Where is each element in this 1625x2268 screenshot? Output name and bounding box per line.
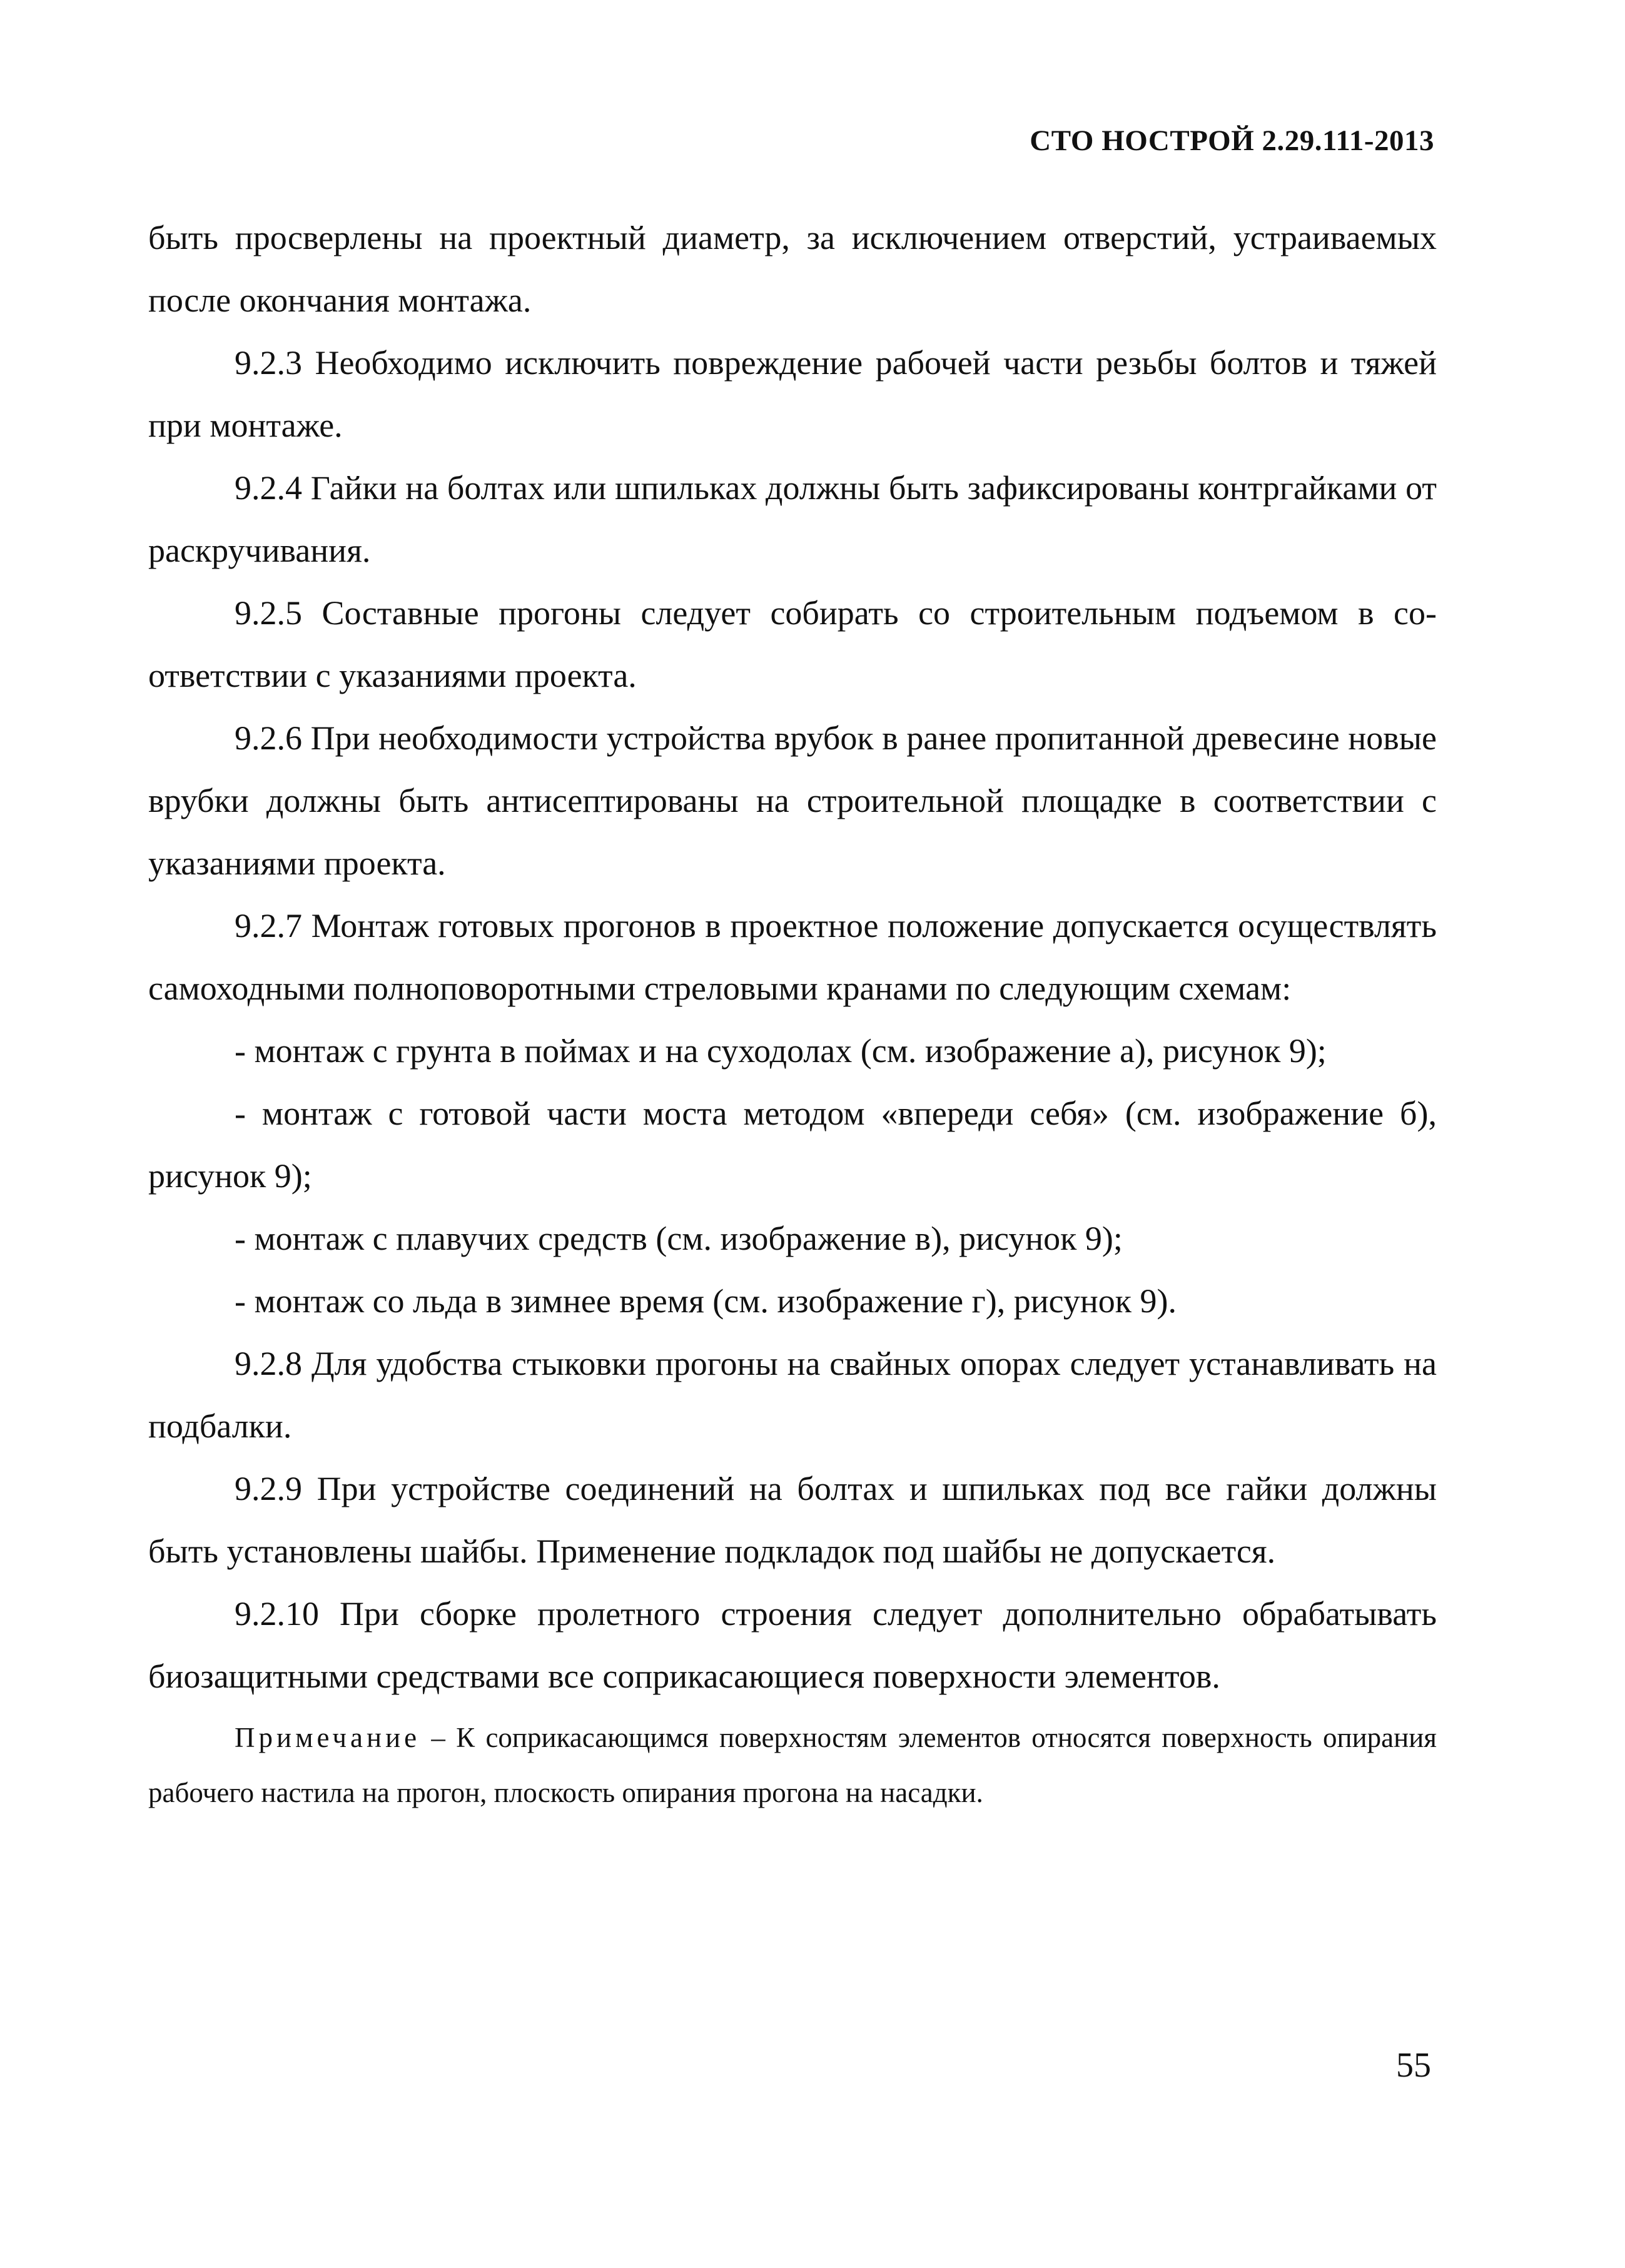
list-item: - монтаж с готовой части моста методом «впереди себя» (см. изображение б), рисунок 9);: [148, 1095, 1437, 1195]
body-text: [148, 206, 1437, 1820]
paragraph-9-2-9: 9.2.9 При устройстве соединений на болтах и шпильках под все гайки должны быть установлены шайбы. Применение подкладок под шайбы не допускается.: [148, 1470, 1437, 1570]
paragraph-9-2-4: 9.2.4 Гайки на болтах или шпильках должны быть зафиксированы контргайками от раскручивания.: [148, 469, 1437, 569]
paragraph-9-2-5: 9.2.5 Составные прогоны следует собирать со строительным подъемом в соответствии с указаниями проекта.: [148, 594, 1437, 694]
paragraph-9-2-10: 9.2.10 При сборке пролетного строения следует дополнительно обрабатывать биозащитными средствами все соприкасающиеся поверхности элементов.: [148, 1595, 1437, 1695]
list-item: - монтаж с грунта в поймах и на суходолах (см. изображение а), рисунок 9);: [235, 1032, 1327, 1070]
list-item: - монтаж с плавучих средств (см. изображение в), рисунок 9);: [235, 1220, 1123, 1257]
paragraph-continuation: быть просверлены на проектный диаметр, за исключением отверстий, устраиваемых после окончания монтажа.: [148, 219, 1437, 319]
paragraph-9-2-7: 9.2.7 Монтаж готовых прогонов в проектное положение допускается осуществлять самоходными полноповоротными стреловыми кранами по следующим схемам:: [148, 907, 1437, 1007]
paragraph-9-2-6: 9.2.6 При необходимости устройства врубок в ранее пропитанной древесине новые врубки должны быть антисептированы на строительной площадке в соответствии с указаниями проекта.: [148, 719, 1437, 882]
paragraph-9-2-3: 9.2.3 Необходимо исключить повреждение рабочей части резьбы болтов и тяжей при монтаже.: [148, 344, 1437, 444]
page-number: 55: [1396, 2046, 1431, 2085]
paragraph-9-2-8: 9.2.8 Для удобства стыковки прогоны на свайных опорах следует устанавливать на подбалки.: [148, 1345, 1437, 1445]
list-item: - монтаж со льда в зимнее время (см. изображение г), рисунок 9).: [235, 1282, 1177, 1320]
note-label: Примечание: [235, 1722, 421, 1753]
note: [148, 1710, 1437, 1820]
note-text: – К соприкасающимся поверхностям элементов относятся поверхность опирания рабочего настила на прогон, плоскость опирания прогона на насадки.: [148, 1722, 1437, 1808]
document-header: СТО НОСТРОЙ 2.29.111-2013: [1030, 124, 1434, 157]
